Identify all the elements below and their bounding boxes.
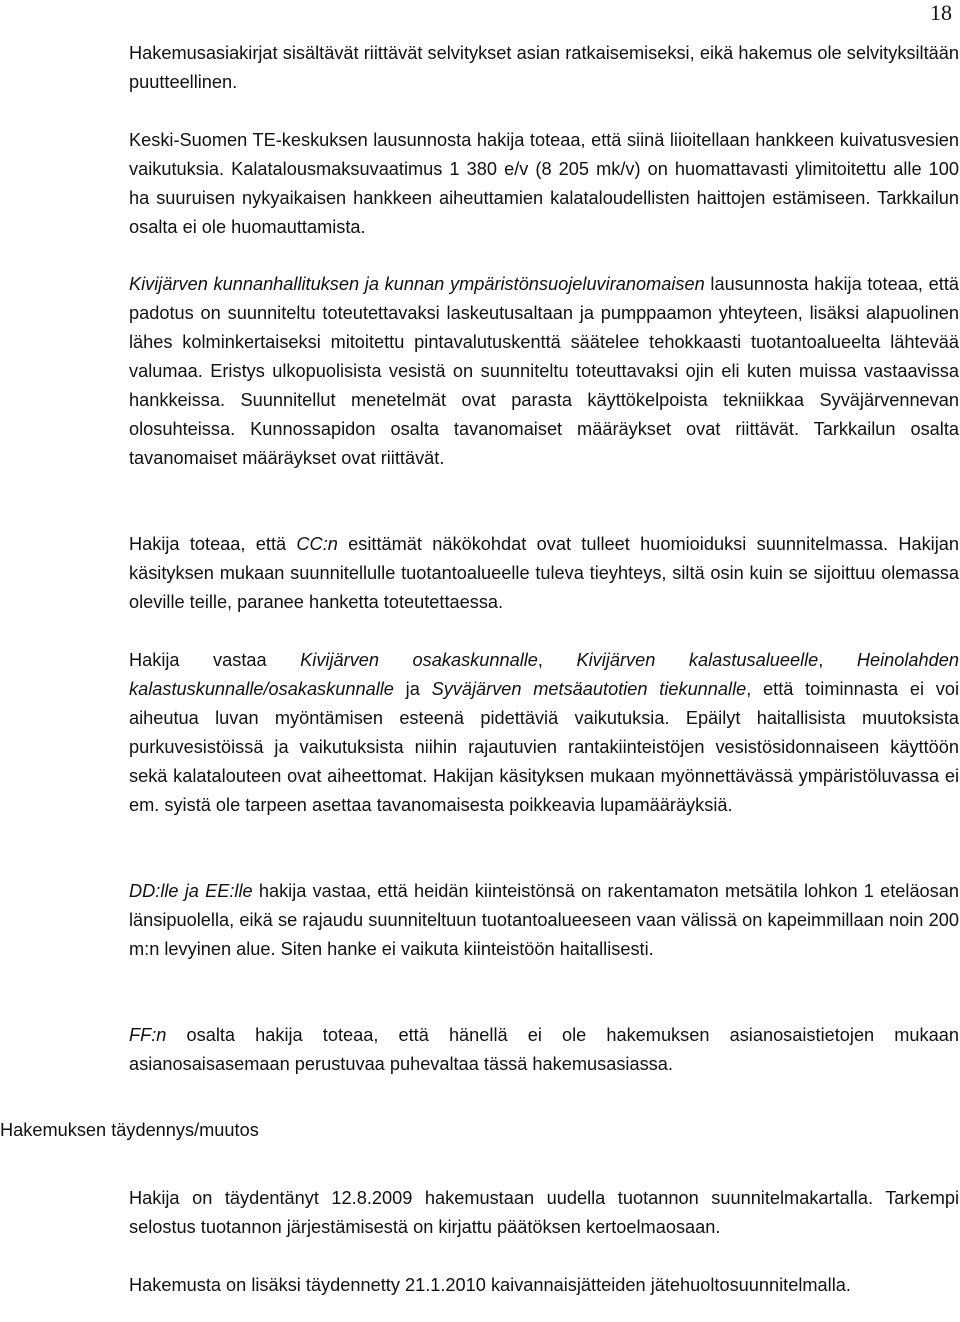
- paragraph-te-keskus: [129, 126, 959, 242]
- section-heading: Hakemuksen täydennys/muutos: [0, 1120, 259, 1140]
- separator: ja: [393, 679, 432, 699]
- paragraph-kivijarvi-municipality: [129, 270, 959, 473]
- paragraph-completeness: [129, 39, 959, 97]
- statement-source-2: Kivijärven kalastusalueelle: [576, 650, 819, 670]
- paragraph-fishery-parties: [129, 646, 959, 820]
- statement-source: Kivijärven kunnanhallituksen ja kunnan ympäristönsuojeluviranomaisen: [129, 274, 705, 294]
- paragraph-intro: Hakija toteaa, että: [129, 534, 297, 554]
- paragraph-body: esittämät näkökohdat ovat tulleet huomioiduksi suunnitelmassa. Hakijan käsityksen mukaan suunnitellulle tuotantoalueelle tuleva tieyhteys, siltä osin kuin se sijoittuu olemassa oleville teille, paranee hanketta toteutettaessa.: [129, 534, 959, 612]
- paragraph-text: Hakemusasiakirjat sisältävät riittävät selvitykset asian ratkaisemiseksi, eikä hakemus ole selvityksiltään puutteellinen.: [129, 43, 959, 92]
- separator: ,: [818, 650, 857, 670]
- paragraph-dd-ee: [129, 877, 959, 964]
- paragraph-intro: Hakija vastaa: [129, 650, 301, 670]
- statement-source: DD:lle ja EE:lle: [129, 881, 253, 901]
- paragraph-text: Hakemusta on lisäksi täydennetty 21.1.2010 kaivannaisjätteiden jätehuoltosuunnitelmalla.: [129, 1275, 851, 1295]
- paragraph-body: lausunnosta hakija toteaa, että padotus on suunniteltu toteutettavaksi laskeutusaltaan ja pumppaamon yhteyteen, lisäksi alapuolinen lähes kolminkertaiseksi mitoitettu pintavalutuskenttä säätelee tehokkaasti tuotantoalueelta lähtevää valumaa. Eristys ulkopuolisista vesistä on suunniteltu toteuttavaksi ojin eli kuten muissa vastaavissa hankkeissa. Suunnitellut menetelmät ovat parasta käyttökelpoista tekniikkaa Syväjärvennevan olosuhteissa. Kunnossapidon osalta tavanomaiset määräykset ovat riittävät. Tarkkailun osalta tavanomaiset määräykset ovat riittävät.: [129, 274, 959, 468]
- paragraph-text: [129, 877, 959, 964]
- statement-source: FF:n: [129, 1025, 167, 1045]
- statement-source: CC:n: [296, 534, 338, 554]
- paragraph-body: , että toiminnasta ei voi aiheutua luvan myöntämisen esteenä pidettäviä vaikutuksia. Epäilyt haitallisista muutoksista purkuvesistöissä ja vaikutuksista niihin rajautuvien rantakiinteistöjen vesistösidonnaiseen käyttöön sekä kalatalouteen ovat aiheettomat. Hakijan käsityksen mukaan myönnettävässä ympäristöluvassa ei em. syistä ole tarpeen asettaa tavanomaisesta poikkeavia lupamääräyksiä.: [129, 679, 960, 815]
- page-number: 18: [930, 0, 952, 25]
- paragraph-text: [129, 530, 959, 617]
- paragraph-cc: [129, 530, 959, 617]
- paragraph-text: Hakija on täydentänyt 12.8.2009 hakemustaan uudella tuotannon suunnitelmakartalla. Tarkempi selostus tuotannon järjestämisestä on kirjattu päätöksen kertoelmaosaan.: [129, 1188, 959, 1237]
- statement-source-3: Heinolahden kalastuskunnalle/osakaskunnalle: [129, 650, 959, 699]
- statement-source-4: Syväjärven metsäautotien tiekunnalle: [431, 679, 747, 699]
- statement-source-1: Kivijärven osakaskunnalle: [300, 650, 538, 670]
- paragraph-body: osalta hakija toteaa, että hänellä ei ole hakemuksen asianosaistietojen mukaan asianosaisasemaan perustuvaa puhevaltaa tässä hakemusasiassa.: [129, 1025, 959, 1074]
- paragraph-supplement-map: [129, 1184, 959, 1242]
- separator: ,: [537, 650, 577, 670]
- paragraph-text: [129, 1021, 959, 1079]
- paragraph-text: [129, 646, 959, 820]
- statement-source: Keski-Suomen TE-keskuksen: [129, 130, 368, 150]
- paragraph-text: [129, 270, 959, 473]
- paragraph-supplement-waste-plan: [129, 1271, 959, 1300]
- paragraph-body: hakija vastaa, että heidän kiinteistönsä on rakentamaton metsätila lohkon 1 eteläosan länsipuolella, eikä se rajaudu suunniteltuun tuotantoalueeseen vaan välissä on kapeimmillaan noin 200 m:n levyinen alue. Siten hanke ei vaikuta kiinteistöön haitallisesti.: [129, 881, 959, 959]
- paragraph-ff: [129, 1021, 959, 1079]
- paragraph-text: [129, 126, 959, 242]
- paragraph-body: lausunnosta hakija toteaa, että siinä liioitellaan hankkeen kuivatusvesien vaikutuksia. Kalatalousmaksuvaatimus 1 380 e/v (8 205 mk/v) on huomattavasti ylimitoitettu alle 100 ha suuruisen nykyaikaisen hankkeen aiheuttamien kalataloudellisten haittojen estämiseen. Tarkkailun osalta ei ole huomauttamista.: [129, 130, 960, 237]
